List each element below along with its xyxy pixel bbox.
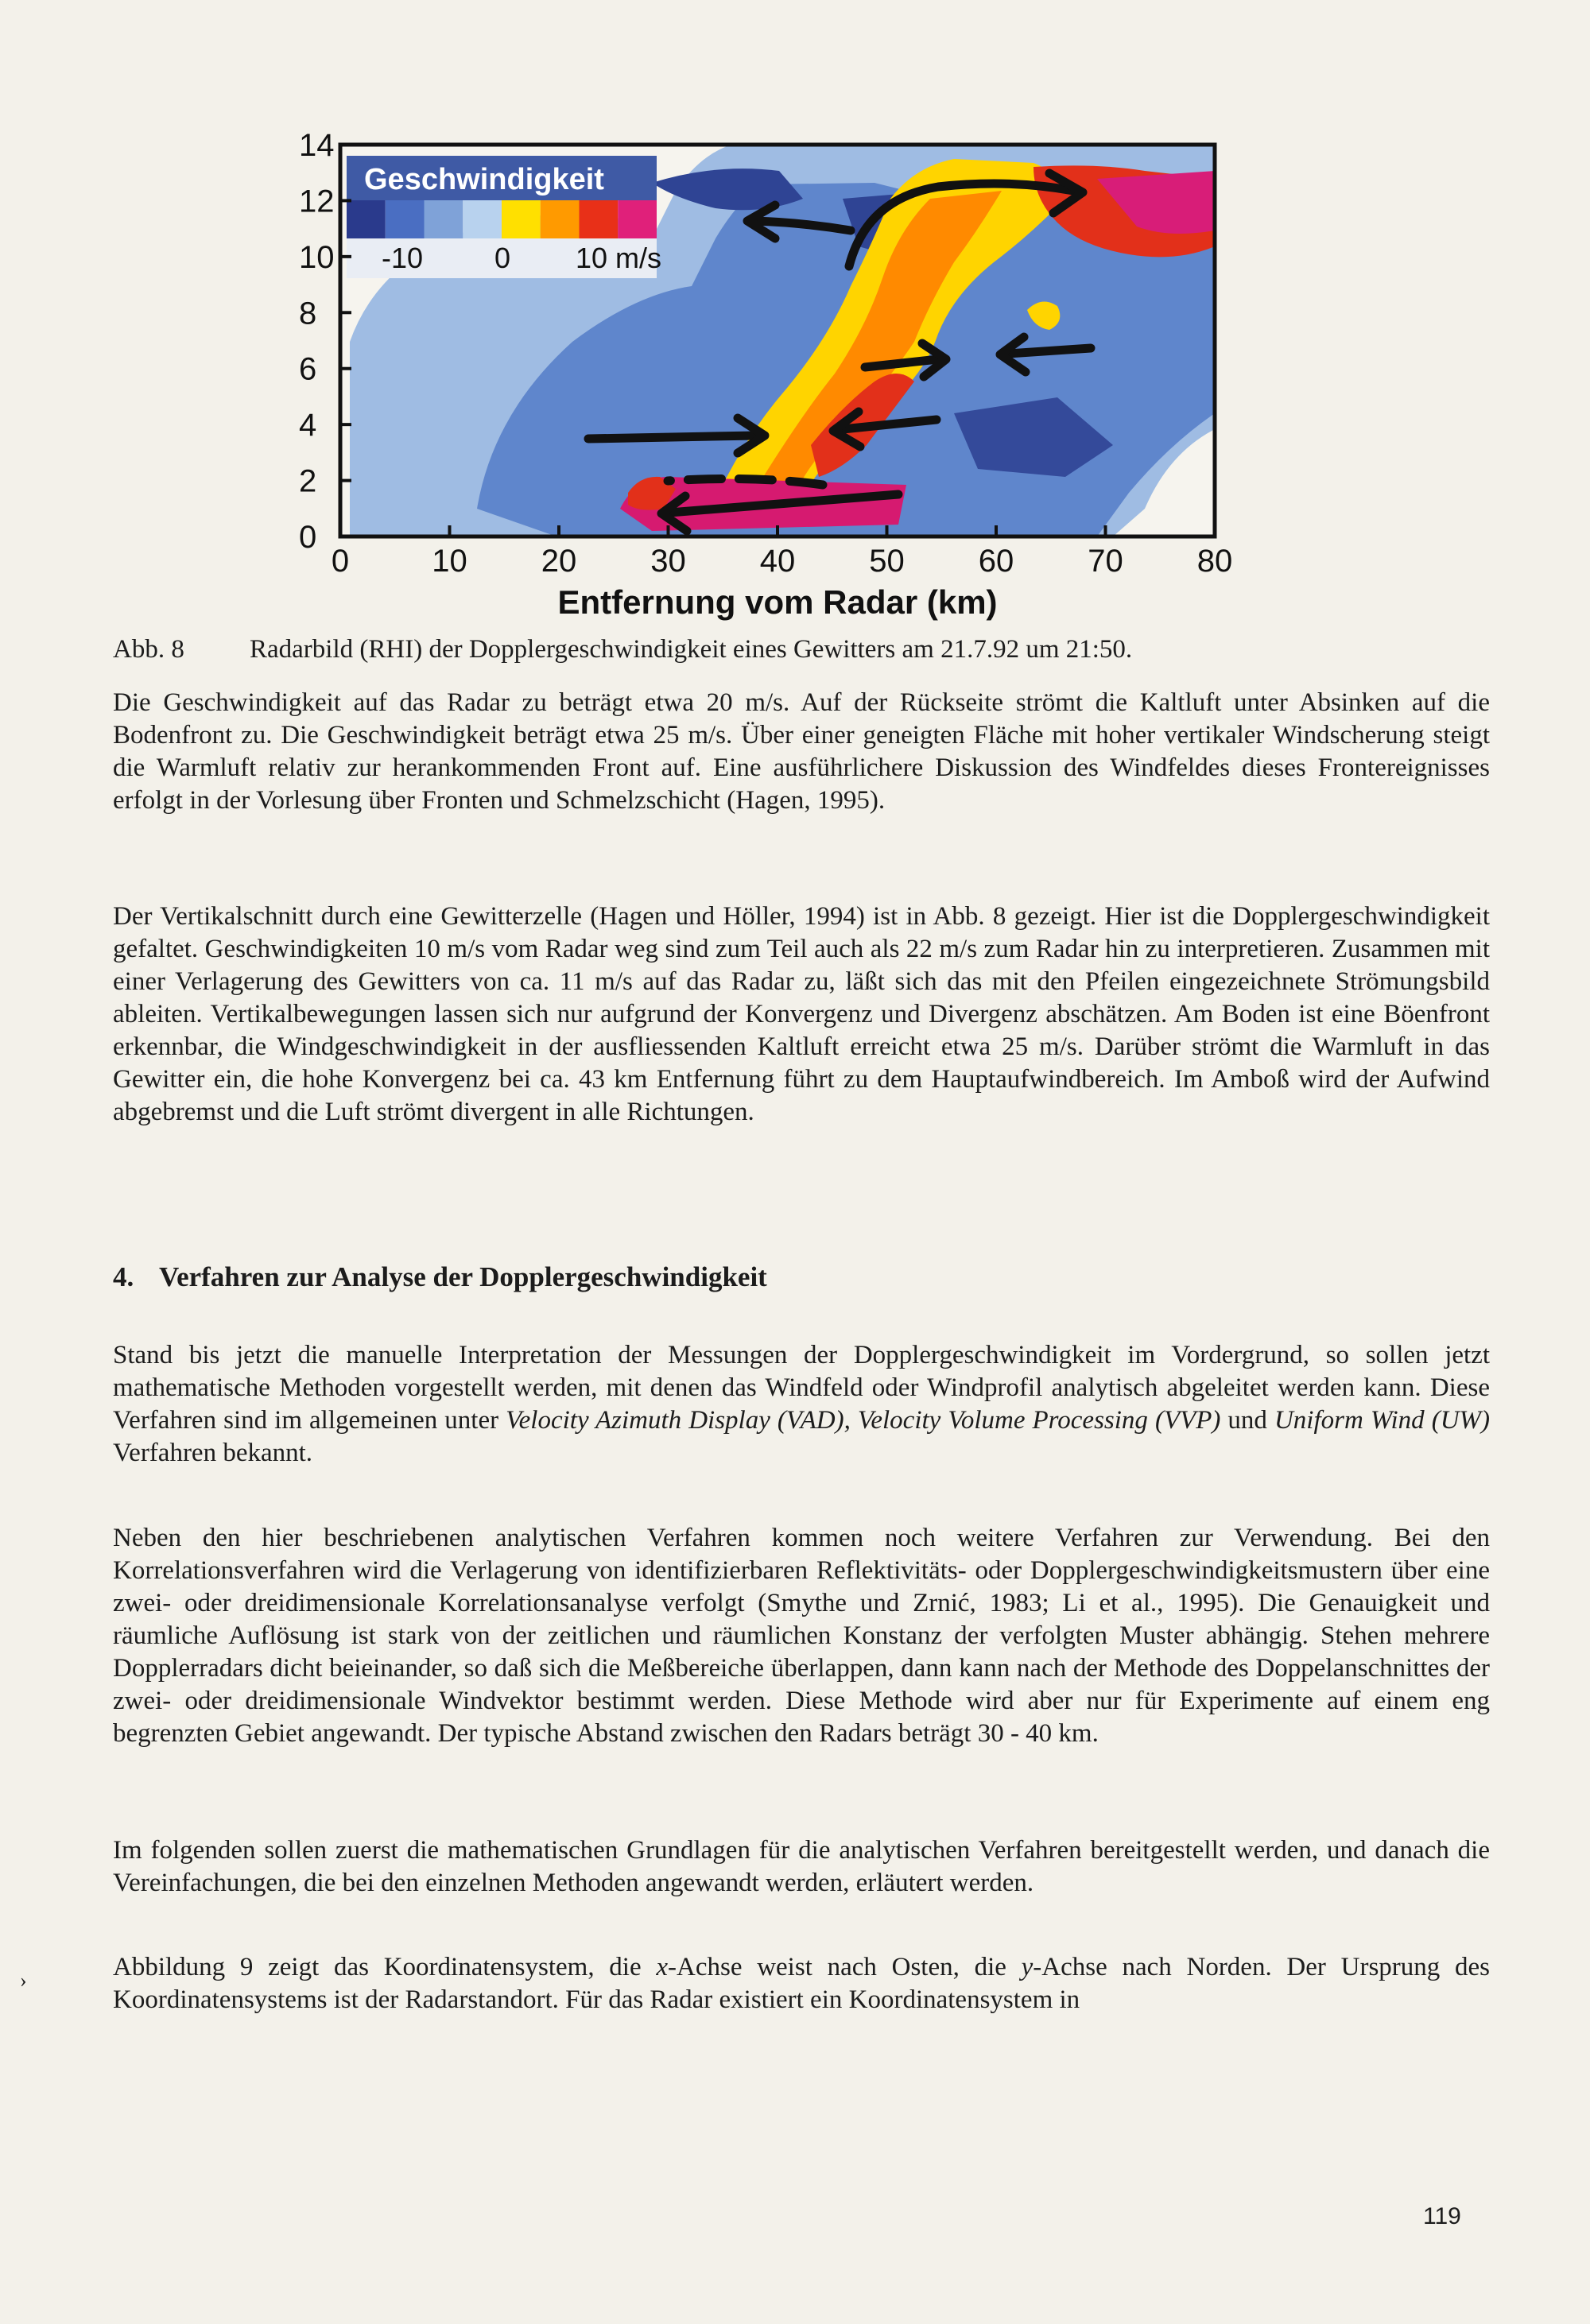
legend-title: Geschwindigkeit xyxy=(364,163,604,196)
legend-swatch xyxy=(386,200,425,238)
p3-text-a: Stand bis jetzt die manuelle Interpretation der Messungen der Dopplergeschwindigkeit im Vordergrund, so sollen jetzt mathematische Methoden vorgestellt werden, mit denen das Windfeld oder Windprofil analytisch abgeleitet werden kann. Diese Verfahren sind im allgemeinen unter xyxy=(113,1341,1490,1435)
p6-text-b: -Achse weist nach Osten, die xyxy=(668,1953,1022,1981)
p6-text-c: -Achse nach Norden. Der Ursprung des Koordinatensystems ist der Radarstandort. Für das Radar existiert ein Koordinatensystem in xyxy=(113,1953,1491,2014)
legend-swatch xyxy=(347,200,386,238)
p3-text-und: und xyxy=(1220,1406,1274,1435)
x-tick-label: 20 xyxy=(541,544,577,579)
paragraph-4: Neben den hier beschriebenen analytischen Verfahren kommen noch weitere Verfahren zur Verwendung. Bei den Korrelationsverfahren wird die Verlagerung von identifizierbaren Reflektivitäts- oder Dopplergeschwindigkeitsmustern über eine zwei- oder dreidimensionale Korrelationsanalyse verfolgt (Smythe und Zrnić, 1983; Li et al., 1995). Die Genauigkeit und räumliche Auflösung ist stark von der zeitlichen und räumlichen Konstanz der verfolgten Muster abhängig. Stehen mehrere Dopplerradars dicht beieinander, so daß sich die Meßbereiche überlappen, dann kann nach der Methode des Doppelanschnittes der zwei- oder dreidimensionale Windvektor bestimmt werden. Diese Methode wird aber nur für Experimente auf einem eng begrenzten Gebiet angewandt. Der typische Abstand zwischen den Radars beträgt 30 - 40 km. xyxy=(113,1524,1490,1748)
y-tick-label: 4 xyxy=(299,408,317,443)
legend-swatch xyxy=(463,200,502,238)
x-tick-label: 0 xyxy=(331,544,350,579)
legend xyxy=(347,156,661,278)
y-tick-label: 14 xyxy=(299,128,335,163)
y-tick-label: 2 xyxy=(299,463,317,499)
paragraph-1: Die Geschwindigkeit auf das Radar zu beträgt etwa 20 m/s. Auf der Rückseite strömt die Kaltluft unter Absinken auf die Bodenfront zu. Die Geschwindigkeit beträgt etwa 25 m/s. Über einer geneigten Fläche mit hoher vertikaler Windscherung steigt die Warmluft relativ zur herankommenden Front auf. Eine ausführlichere Diskussion des Windfeldes dieses Frontereignisses erfolgt in der Vorlesung über Fronten und Schmelzschicht (Hagen, 1995). xyxy=(113,688,1490,815)
x-tick-label: 60 xyxy=(978,544,1014,579)
p3-text-b: Verfahren bekannt. xyxy=(113,1439,313,1467)
page-number: 119 xyxy=(1423,2203,1461,2229)
legend-swatches xyxy=(347,200,657,238)
paragraph-2: Der Vertikalschnitt durch eine Gewitterzelle (Hagen und Höller, 1994) ist in Abb. 8 gezeigt. Hier ist die Dopplergeschwindigkeit gefaltet. Geschwindigkeiten 10 m/s vom Radar weg sind zum Teil auch als 22 m/s zum Radar hin zu interpretieren. Zusammen mit einer Verlagerung des Gewitters von ca. 11 m/s auf das Radar zu, läßt sich das mit den Pfeilen eingezeichnete Strömungsbild ableiten. Vertikalbewegungen lassen sich nur aufgrund der Konvergenz und Divergenz abschätzen. Am Boden ist eine Böenfront erkennbar, die Windgeschwindigkeit in der ausfliessenden Kaltluft erreicht etwa 25 m/s. Darüber strömt die Warmluft in das Gewitter ein, die hohe Konvergenz bei ca. 43 km Entfernung führt zu dem Hauptaufwindbereich. Im Amboß wird der Aufwind abgebremst und die Luft strömt divergent in alle Richtungen. xyxy=(113,902,1490,1126)
x-axis-label: Entfernung vom Radar (km) xyxy=(557,583,998,621)
arrow-inflow xyxy=(588,436,755,439)
x-tick-label: 40 xyxy=(759,544,796,579)
figure-caption xyxy=(113,633,1490,666)
p6-italic-x: x xyxy=(656,1953,669,1981)
y-tick-label: 6 xyxy=(299,351,317,387)
radar-rhi-chart xyxy=(0,0,1590,636)
section-number: 4. xyxy=(113,1261,134,1292)
p3-italic-vad: Velocity Azimuth Display (VAD), Velocity Volume Processing (VVP) xyxy=(506,1406,1221,1435)
x-tick-label: 80 xyxy=(1196,544,1233,579)
y-tick-label: 8 xyxy=(299,296,317,331)
legend-swatch xyxy=(425,200,463,238)
paragraph-3 xyxy=(113,1339,1490,1470)
legend-swatch xyxy=(618,200,657,238)
arrow-mid-left xyxy=(1008,348,1091,354)
p3-italic-uw: Uniform Wind (UW) xyxy=(1274,1406,1491,1435)
radar-figure xyxy=(0,0,1590,636)
section-heading xyxy=(113,1261,767,1293)
x-tick-label: 30 xyxy=(650,544,686,579)
y-tick-label: 12 xyxy=(299,184,335,219)
paragraph-6 xyxy=(113,1951,1490,2016)
x-tick-label: 50 xyxy=(869,544,905,579)
caption-text: Radarbild (RHI) der Dopplergeschwindigkeit eines Gewitters am 21.7.92 um 21:50. xyxy=(250,635,1133,664)
y-tick-label: 10 xyxy=(299,239,335,275)
legend-tick-10ms: 10 m/s xyxy=(576,242,662,274)
margin-mark: › xyxy=(20,1969,27,1992)
legend-tick-minus10: -10 xyxy=(382,242,424,274)
section-title: Verfahren zur Analyse der Dopplergeschwindigkeit xyxy=(159,1261,767,1292)
paragraph-5: Im folgenden sollen zuerst die mathematischen Grundlagen für die analytischen Verfahren bereitgestellt werden, und danach die Vereinfachungen, die bei den einzelnen Methoden angewandt werden, erläutert werden. xyxy=(113,1836,1490,1897)
p6-text-a: Abbildung 9 zeigt das Koordinatensystem, die xyxy=(113,1953,657,1981)
legend-swatch xyxy=(541,200,580,238)
legend-swatch xyxy=(580,200,619,238)
x-tick-label: 70 xyxy=(1088,544,1123,579)
x-tick-label: 10 xyxy=(432,544,467,579)
legend-swatch xyxy=(502,200,541,238)
legend-tick-0: 0 xyxy=(494,242,511,274)
caption-number: Abb. 8 xyxy=(113,635,184,664)
p6-italic-y: y xyxy=(1021,1953,1034,1981)
y-tick-label: 0 xyxy=(299,520,317,555)
